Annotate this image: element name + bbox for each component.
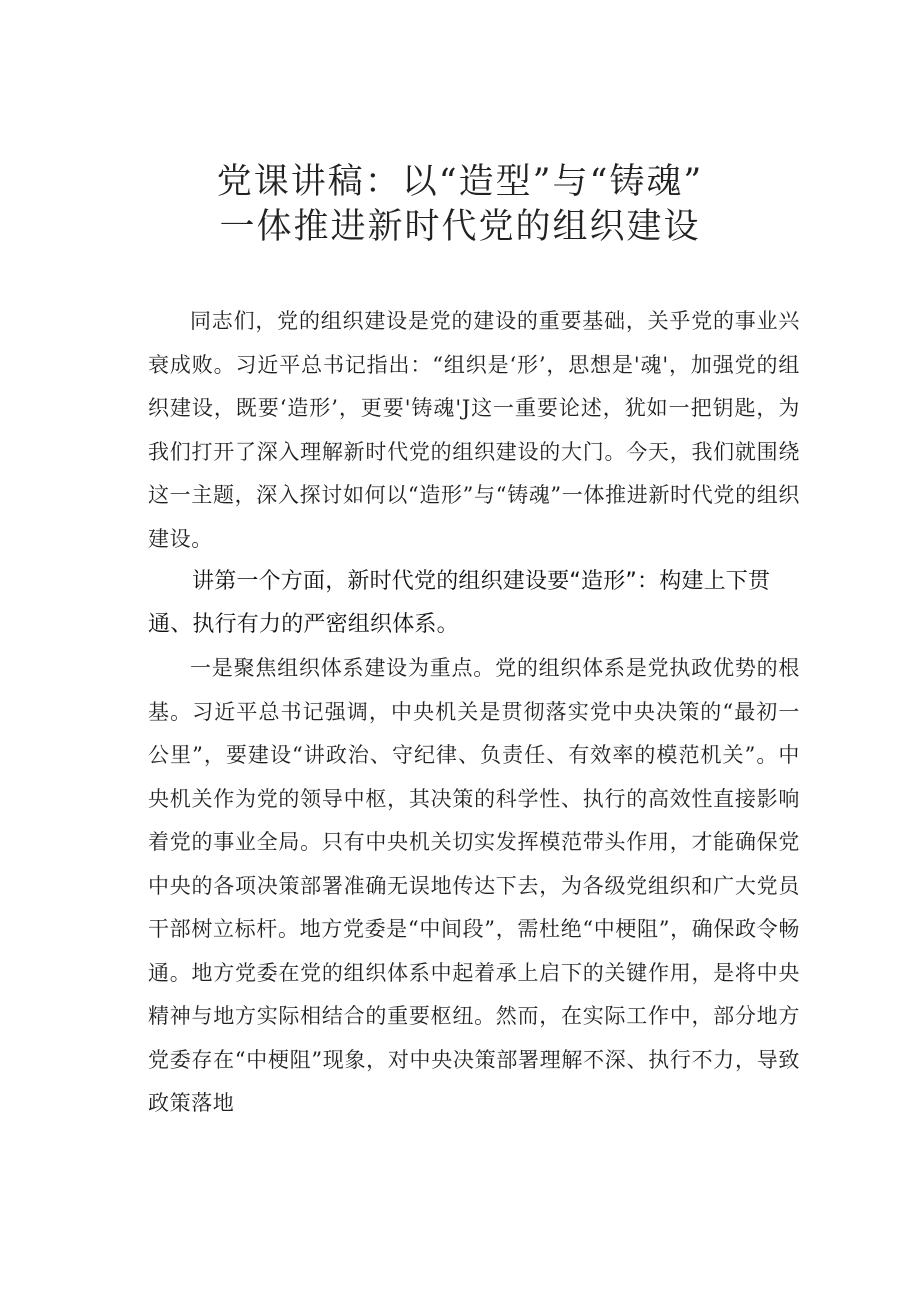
title-line-2: 一体推进新时代党的组织建设 bbox=[219, 207, 701, 247]
section-paragraph: 一是聚焦组织体系建设为重点。党的组织体系是党执政优势的根基。习近平总书记强调，中央机关是贯彻落实党中央决策的“最初一公里”，要建设“讲政治、守纪律、负责任、有效率的模范机关”。中央机关作为党的领导中枢，其决策的科学性、执行的高效性直接影响着党的事业全局。只有中央机关切实发挥模范带头作用，才能确保党中央的各项决策部署准确无误地传达下去，为各级党组织和广大党员干部树立标杆。地方党委是“中间段”，需杜绝“中梗阻”，确保政令畅通。地方党委在党的组织体系中起着承上启下的关键作用，是将中央精神与地方实际相结合的重要枢纽。然而，在实际工作中，部分地方党委存在“中梗阻”现象，对中央决策部署理解不深、执行不力，导致政策落地 bbox=[148, 656, 800, 1115]
intro-paragraph: 同志们，党的组织建设是党的建设的重要基础，关乎党的事业兴衰成败。习近平总书记指出：“组织是‘形’，思想是'魂'，加强党的组织建设，既要‘造形’，更要'铸魂'J这一重要论述，犹如一把钥匙，为我们打开了深入理解新时代党的组织建设的大门。今天，我们就围绕这一主题，深入探讨如何以“造形”与“铸魂”一体推进新时代党的组织建设。 bbox=[148, 309, 800, 551]
section-heading: 讲第一个方面，新时代党的组织建设要“造形”：构建上下贯通、执行有力的严密组织体系。 bbox=[148, 569, 771, 637]
title-line-1: 党课讲稿：以“造型”与“铸魂” bbox=[216, 162, 704, 202]
document-title bbox=[0, 160, 920, 250]
